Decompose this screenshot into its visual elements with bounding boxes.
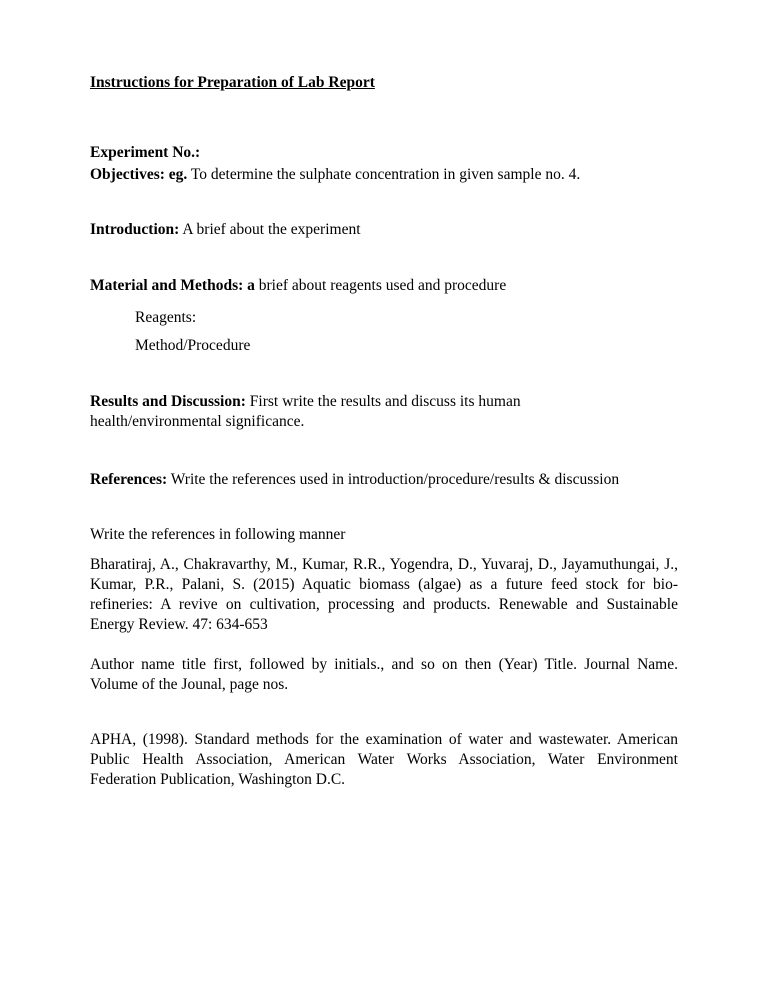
results-label: Results and Discussion: [90,393,246,410]
experiment-no-field [90,143,678,163]
materials-text: brief about reagents used and procedure [254,277,507,294]
materials-section [90,276,678,296]
experiment-no-label: Experiment No.: [90,144,201,161]
introduction-text: A brief about the experiment [179,221,361,238]
example-reference: Bharatiraj, A., Chakravarthy, M., Kumar, R.R., Yogendra, D., Yuvaraj, D., Jayamuthungai, J., Kumar, P.R., Palani, S. (2015) Aquatic biomass (algae) as a future feed stock for bio- refineries: A revive on cultivation, processing and products. Renewable and Sustainable Energy Review. 47: 634-653 [90,556,678,633]
objectives-label: Objectives: [90,166,165,183]
references-label: References: [90,471,168,488]
references-text: Write the references used in introduction/procedure/results & discussion [167,471,620,488]
document-title: Instructions for Preparation of Lab Report [90,74,375,91]
results-text-line2: health/environmental significance. [90,413,305,430]
reference-format-note: Author name title first, followed by initials., and so on then (Year) Title. Journal Name. Volume of the Jounal, page nos. [90,656,678,693]
objectives-section [90,165,678,185]
document-page [90,0,678,994]
materials-label: Material and Methods: a [90,277,255,294]
introduction-label: Introduction: [90,221,180,238]
references-section [90,470,678,490]
objectives-eg: eg. [168,166,188,183]
results-section [90,392,678,432]
objectives-text: To determine the sulphate concentration in given sample no. 4. [187,166,581,183]
apha-reference: APHA, (1998). Standard methods for the examination of water and wastewater. American Public Health Association, American Water Works Association, Water Environment Federation Publication, Washington D.C. [90,731,678,788]
results-text-line1: First write the results and discuss its human [245,393,521,410]
reference-manner-note: Write the references in following manner [90,526,346,543]
method-subheading: Method/Procedure [135,337,251,354]
introduction-section [90,220,678,240]
reagents-subheading: Reagents: [135,309,197,326]
